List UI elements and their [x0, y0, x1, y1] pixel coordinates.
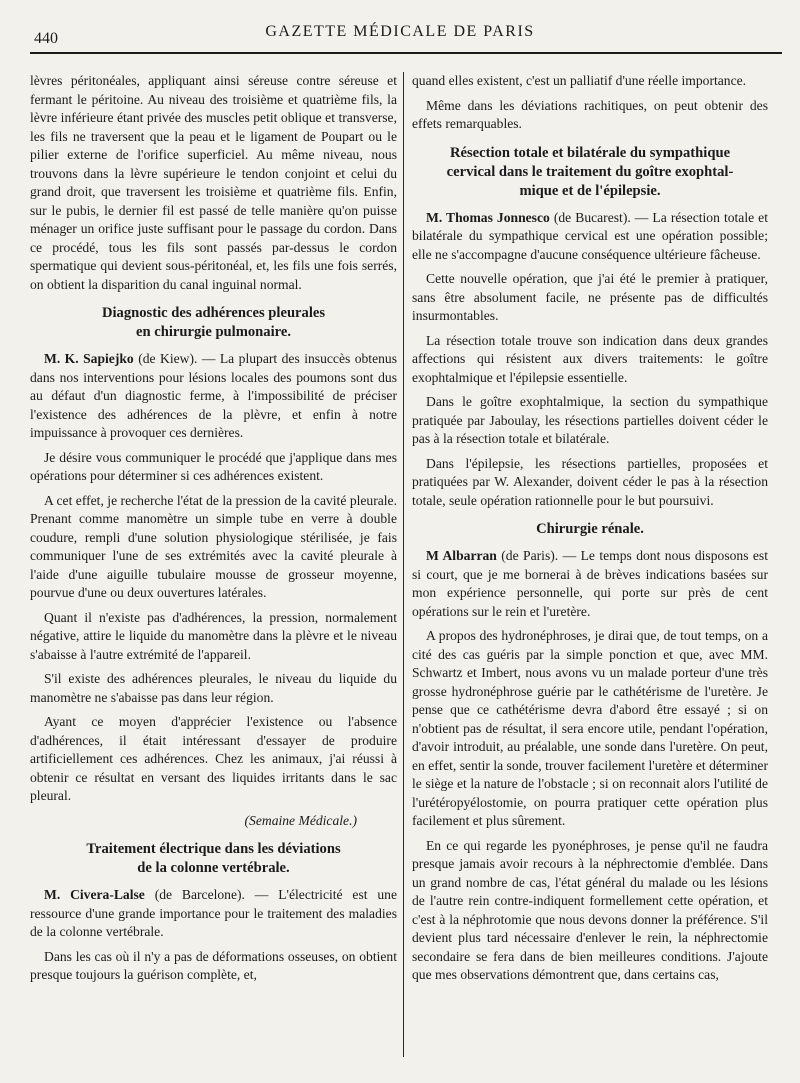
paragraph: Dans les cas où il n'y a pas de déformations osseuses, on obtient presque toujours la guérison complète, et, — [30, 948, 397, 982]
heading-line: cervical dans le traitement du goître exophtal- — [446, 163, 734, 180]
heading-line: Résection totale et bilatérale du sympathique — [449, 144, 731, 161]
paragraph: Cette nouvelle opération, que j'ai été le premier à pratiquer, sans être absolument facile, ne présente pas de difficultés insurmontables. — [412, 271, 768, 323]
paragraph: Dans l'épilepsie, les résections partielles, proposées et pratiquées par W. Alexander, doivent céder le pas à la résection totale, seule opération rationnelle pour le but poursuivi. — [412, 455, 768, 508]
section-heading — [412, 144, 768, 201]
heading-line: Diagnostic des adhérences pleurales — [101, 305, 326, 321]
paragraph: Dans le goître exophtalmique, la section du sympathique pratiquée par Jaboulay, les résections partielles doivent céder le pas à la résection totale et bilatérale. — [412, 394, 768, 446]
paragraph-text: (de Paris). — Le temps dont nous disposons est si court, que je me bornerai à de brèves indications basées sur mon expérience personnelle, qui porte sur près de cent opérations sur le rein et l'uretère. — [412, 548, 768, 619]
paragraph-text: (de Kiew). — La plupart des insuccès obtenus dans nos interventions pour lésions locales des poumons sont dus au défaut d'un diagnostic ferme, à l'impossibilité de préciser l'existence des adhérences de la plèvre, et enfin à notre impuissance à provoquer ces dernières. — [30, 351, 398, 440]
paragraph — [412, 547, 768, 621]
heading-line: de la colonne vertébrale. — [137, 860, 290, 876]
paragraph: quand elles existent, c'est un palliatif d'une réelle importance. — [412, 73, 747, 88]
right-column — [412, 72, 768, 991]
paragraph: En ce qui regarde les pyonéphroses, je pense qu'il ne faudra presque jamais avoir recours à la néphrectomie d'emblée. Dans un grand nombre de cas, l'état général du malade ou les lésions de l'autre rein contre-indiquent formellement cette opération, et c'est à la néphrotomie que nous devons donner la préférence. S'il devient plus tard nécessaire d'enlever le rein, la néphrectomie secondaire se fera dans de bien meilleures conditions. J'ajoute que mes observations démontrent que, dans certains cas, — [412, 837, 768, 982]
heading-line: en chirurgie pulmonaire. — [136, 324, 291, 340]
running-header: GAZETTE MÉDICALE DE PARIS — [265, 23, 535, 40]
paragraph: lèvres péritonéales, appliquant ainsi séreuse contre séreuse et fermant le péritoine. Au niveau des troisième et quatrième fils, la lèvre inférieure étant privée des muscles petit oblique et transverse, les fils ne traversent que la peau et le ligament de Poupart ou le pilier externe de l'orifice superficiel. Au même niveau, nous trouvons dans la lèvre supérieure le tendon conjoint et celui du grand droit, que traversent les troisième et quatrième fils. Enfin, sur le pubis, le dernier fil est passé de telle manière qu'on puisse ménager un orifice juste suffisant pour le passage du cordon. Dans ce procédé, tous les fils sont passés par-dessus le cordon spermatique qui devient sous-péritonéal, et, les fils une fois serrés, on obtient la disparition du canal inguinal normal. — [30, 73, 397, 292]
paragraph — [30, 350, 397, 443]
section-heading — [412, 520, 768, 539]
heading-line: mique et de l'épilepsie. — [519, 182, 661, 199]
citation: (Semaine Médicale.) — [244, 812, 357, 828]
left-column — [30, 72, 397, 991]
paragraph: Même dans les déviations rachitiques, on peut obtenir des effets remarquables. — [412, 97, 768, 131]
speaker-name: M Albarran — [426, 548, 497, 563]
paragraph: Je désire vous communiquer le procédé que j'applique dans mes opérations pour déterminer si ces adhérences existent. — [30, 449, 397, 483]
section-heading — [30, 304, 397, 342]
column-divider — [403, 72, 404, 1057]
paragraph — [30, 886, 397, 942]
heading-line: Chirurgie rénale. — [536, 521, 644, 537]
paragraph-text: (de Barcelone). — L'électricité est une ressource d'une grande importance pour le traitement des maladies de la colonne vertébrale. — [30, 887, 398, 939]
paragraph: Ayant ce moyen d'apprécier l'existence ou l'absence d'adhérences, il était intéressant d'essayer de produire artificiellement ces adhérences. Chez les animaux, j'ai réussi à obtenir ce résultat en versant des liquides irritants dans le sac pleural. — [30, 714, 397, 803]
paragraph: Quant il n'existe pas d'adhérences, la pression, normalement négative, attire le liquide du manomètre dans la plèvre et le niveau s'abaisse à l'autre extrémité de l'appareil. — [30, 609, 397, 662]
section-heading — [30, 840, 397, 878]
paragraph: La résection totale trouve son indication dans deux grandes affections qui résistent aux divers traitements: le goître exophtalmique et l'épilepsie essentielle. — [412, 332, 768, 385]
header-rule — [30, 52, 782, 54]
speaker-name: M. Civera-Lalse — [44, 887, 145, 902]
paragraph: A propos des hydronéphroses, je dirai que, de tout temps, on a cité des cas guéris par la simple ponction et que, avec MM. Schwartz et Imbert, nous avons vu un malade porteur d'une très grosse hydronéphrose guérie par le cathétérisme de l'uretère. Je pense que ce cathétérisme devra d'abord être essayé ; si on n'obtient pas de résultat, il sera encore utile, pendant l'opération, d'avoir introduit, au préalable, une sonde dans l'uretère. On peut, en effet, sentir la sonde, trouver facilement l'uretère et déterminer le siège et la nature de l'obstacle ; si on reconnait alors l'utilité de l'urétéropyélostomie, on pourra pratiquer cette opération plus facilement et plus sûrement. — [412, 628, 768, 828]
heading-line: Traitement électrique dans les déviations — [86, 841, 341, 857]
page-number: 440 — [34, 30, 58, 47]
paragraph-text: (de Bucarest). — La résection totale et bilatérale du sympathique cervical est une opération possible; elle ne s'accompagne d'aucune conséquence ultérieure fâcheuse. — [412, 209, 768, 262]
speaker-name: M. K. Sapiejko — [44, 351, 134, 366]
paragraph — [412, 209, 768, 265]
paragraph: S'il existe des adhérences pleurales, le niveau du liquide du manomètre ne s'abaisse pas dans leur région. — [30, 671, 397, 705]
speaker-name: M. Thomas Jonnesco — [426, 209, 550, 225]
paragraph: A cet effet, je recherche l'état de la pression de la cavité pleurale. Prenant comme manomètre un simple tube en verre à double coudure, rempli d'une solution physiologique stérilisée, je fais communiquer l'une de ses extrémités avec la cavité pleurale à l'aide d'une aiguille tubulaire mousse de grosseur moyenne, pourvue d'une ou deux ouvertures latérales. — [30, 492, 397, 600]
